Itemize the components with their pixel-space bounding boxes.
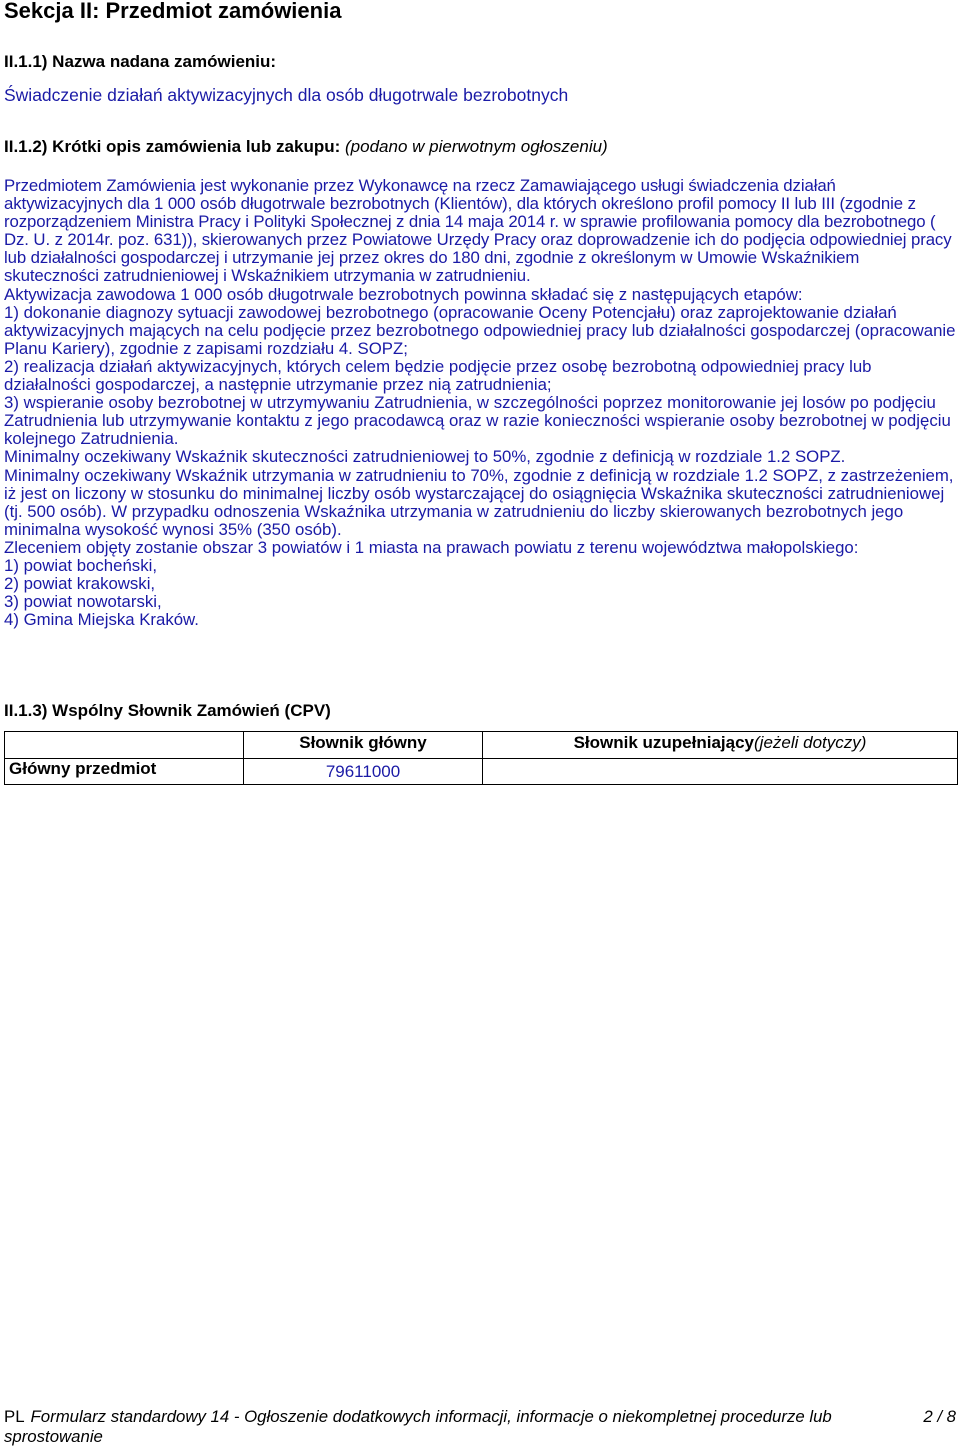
cpv-main-code-cell <box>244 759 483 785</box>
name-value: Świadczenie działań aktywizacyjnych dla osób długotrwale bezrobotnych <box>4 85 569 105</box>
description-paragraph: Zleceniem objęty zostanie obszar 3 powiatów i 1 miasta na prawach powiatu z terenu województwa małopolskiego: <box>4 537 859 557</box>
cpv-header-main: Słownik główny <box>244 732 483 759</box>
description-paragraph: Minimalny oczekiwany Wskaźnik utrzymania w zatrudnieniu to 70%, zgodnie z definicją w rozdziale 1.2 SOPZ, z zastrzeżeniem, iż jest on liczony w stosunku do minimalnej liczby osób wystarczającej do osiągnięcia Wskaźnika skuteczności zatrudnieniowej (tj. 500 osób). W przypadku odnoszenia Wskaźnika utrzymania w zatrudnieniu do liczby skierowanych bezrobotnych jego minimalna wysokość wynosi 35% (350 osób). <box>4 465 954 539</box>
description-paragraph: Przedmiotem Zamówienia jest wykonanie przez Wykonawcę na rzecz Zamawiającego usługi świadczenia działań aktywizacyjnych dla 1 000 osób długotrwale bezrobotnych (Klientów), dla których określono profil pomocy II lub III (zgodnie z rozporządzeniem Ministra Pracy i Polityki Społecznej z dnia 14 maja 2014 r. w sprawie profilowania pomocy dla bezrobotnego ( Dz. U. z 2014r. poz. 631)), skierowanych przez Powiatowe Urzędy Pracy oraz doprowadzenie ich do podjęcia odpowiedniej pracy lub działalności gospodarczej i utrzymanie jej przez okres do 180 dni, zgodnie z określonym w Umowie Wskaźnikiem skuteczności zatrudnieniowej i Wskaźnikiem utrzymania w zatrudnieniu. <box>4 176 952 286</box>
description-paragraph: 3) wspieranie osoby bezrobotnej w utrzymywaniu Zatrudnienia, w szczególności poprzez monitorowanie jej losów po podjęciu Zatrudnienia lub utrzymywanie kontaktu z jego pracodawcą oraz w razie konieczności wspieranie osoby bezrobotnej w podjęciu kolejnego Zatrudnienia. <box>4 393 951 449</box>
cpv-label: II.1.3) Wspólny Słownik Zamówień (CPV) <box>4 701 331 720</box>
section-title: Sekcja II: Przedmiot zamówienia <box>4 0 342 23</box>
cpv-header-supp-note: (jeżeli dotyczy) <box>754 733 867 752</box>
cpv-header-supp-label: Słownik uzupełniający <box>573 733 754 752</box>
description-paragraph: Aktywizacja zawodowa 1 000 osób długotrwale bezrobotnych powinna składać się z następujących etapów: <box>4 284 803 304</box>
footer-text-block <box>4 1407 874 1447</box>
cpv-header-empty <box>5 732 244 759</box>
cpv-table-header-row <box>5 732 958 759</box>
table-row <box>5 759 958 785</box>
cpv-supp-code <box>483 759 958 785</box>
cpv-main-code: 79611000 <box>325 762 401 781</box>
description-note: (podano w pierwotnym ogłoszeniu) <box>345 137 608 156</box>
page-footer <box>4 1407 956 1447</box>
name-label: II.1.1) Nazwa nadana zamówieniu: <box>4 52 277 71</box>
description-paragraph: 1) dokonanie diagnozy sytuacji zawodowej bezrobotnego (opracowanie Oceny Potencjału) oraz zaprojektowanie działań aktywizacyjnych mających na celu podjęcie przez bezrobotnego odpowiedniej pracy lub działalności gospodarczej (opracowanie Planu Kariery), zgodnie z zapisami rozdziału 4. SOPZ; <box>4 302 956 358</box>
footer-form-title: Formularz standardowy 14 - Ogłoszenie dodatkowych informacji, informacje o niekompletnej procedurze lub sprostowanie <box>4 1407 832 1446</box>
description-body <box>4 177 956 629</box>
footer-lang: PL <box>4 1407 25 1426</box>
page-number: 2 / 8 <box>923 1407 956 1426</box>
list-item: 3) powiat nowotarski, <box>4 592 162 612</box>
list-item: 2) powiat krakowski, <box>4 574 156 594</box>
cpv-table <box>4 731 958 785</box>
cpv-header-supp <box>483 732 958 759</box>
description-heading <box>4 137 608 157</box>
list-item: 1) powiat bocheński, <box>4 555 157 575</box>
description-paragraph: 2) realizacja działań aktywizacyjnych, których celem będzie podjęcie przez osobę bezrobotną odpowiedniej pracy lub działalności gospodarczej, a następnie utrzymanie przez nią zatrudnienia; <box>4 356 872 395</box>
list-item: 4) Gmina Miejska Kraków. <box>4 610 199 630</box>
description-label: II.1.2) Krótki opis zamówienia lub zakupu: <box>4 137 341 156</box>
description-paragraph: Minimalny oczekiwany Wskaźnik skuteczności zatrudnieniowej to 50%, zgodnie z definicją w rozdziale 1.2 SOPZ. <box>4 447 846 467</box>
cpv-row-label: Główny przedmiot <box>5 759 244 785</box>
